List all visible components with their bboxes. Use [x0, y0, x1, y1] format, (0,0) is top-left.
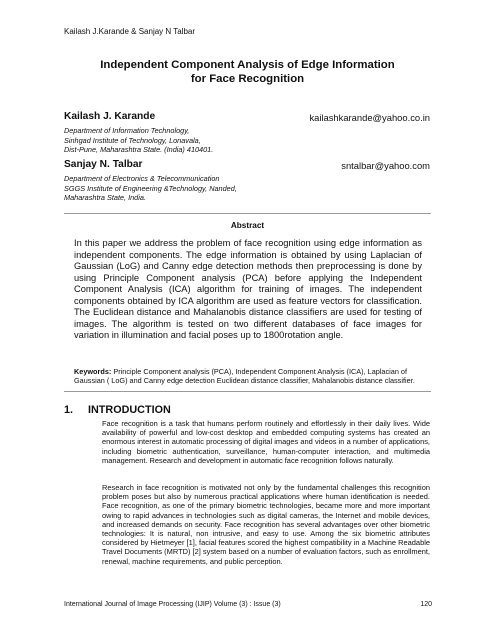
section-number: 1. [64, 404, 74, 416]
affiliation-line: SGGS Institute of Engineering &Technology, Nanded, [64, 183, 237, 193]
divider-top [64, 213, 431, 214]
divider-bottom [64, 391, 431, 392]
page-number: 120 [420, 601, 432, 608]
author-1-name: Kailash J. Karande [64, 111, 156, 122]
body-paragraph-2: Research in face recognition is motivated not only by the fundamental challenges this recognition problem poses but also by numerous practical applications where human identification is needed. Face recognition, as one of the primary biometric technologies, became more and more important owing to rapid advances in technologies such as digital cameras, the Internet and mobile devices, and increased demands on security. Face recognition has several advantages over other biometric technologies: It is natural, non intrusive, and easy to use. Among the six biometric attributes considered by Hietmeyer [1], facial features scored the highest compatibility in a Machine Readable Travel Documents (MRTD) [2] system based on a number of evaluation factors, such as enrollment, renewal, machine requirements, and public perception. [102, 483, 430, 566]
section-title: INTRODUCTION [88, 404, 171, 416]
title-line-2: for Face Recognition [190, 73, 305, 85]
affiliation-line: Maharashtra State, India. [64, 193, 146, 203]
author-2-affiliation [64, 174, 237, 203]
keywords [74, 367, 429, 385]
body-paragraph-1: Face recognition is a task that humans perform routinely and effortlessly in their daily lives. Wide availability of powerful and low-cost desktop and embedded computing systems has created an enormous interest in automatic processing of digital images and videos in a number of applications, including biometric authentication, surveillance, human-computer interaction, and multimedia management. Research and development in automatic face recognition follows naturally. [102, 419, 430, 465]
section-heading [64, 404, 171, 416]
abstract-heading: Abstract [230, 221, 265, 230]
affiliation-line: Department of Electronics & Telecommunication [64, 174, 220, 183]
keywords-label: Keywords: [74, 367, 112, 376]
page-footer: International Journal of Image Processing (IJIP) Volume (3) : Issue (3) [64, 601, 281, 608]
author-2-email: sntalbar@yahoo.com [341, 160, 430, 171]
affiliation-line: Sinhgad Institute of Technology, Lonavala, [64, 135, 201, 145]
affiliation-line: Department of Information Technology, [64, 126, 190, 135]
paper-title [70, 58, 425, 86]
keywords-text: Principle Component analysis (PCA), Independent Component Analysis (ICA), Laplacian of Gaussian ( LoG) and Canny edge detection Euclidean distance classifier, Mahalanobis distance classifier. [74, 367, 415, 386]
abstract-text: In this paper we address the problem of face recognition using edge information as independent components. The edge information is obtained by using Laplacian of Gaussian (LoG) and Canny edge detection methods then preprocessing is done by using Principle Component analysis (PCA) before applying the Independent Component Analysis (ICA) algorithm for training of images. The independent components obtained by ICA algorithm are used as feature vectors for classification. The Euclidean distance and Mahalanobis distance classifiers are used for testing of images. The algorithm is tested on two different databases of face images for variation in illumination and facial poses up to 1800rotation angle. [74, 238, 422, 340]
author-2-name: Sanjay N. Talbar [64, 159, 143, 170]
affiliation-line: Dist-Pune, Maharashtra State. (India) 410401. [64, 145, 214, 155]
author-1-affiliation [64, 126, 213, 155]
author-1-email: kailashkarande@yahoo.co.in [309, 112, 430, 123]
running-head: Kailash J.Karande & Sanjay N Talbar [64, 27, 196, 36]
title-line-1: Independent Component Analysis of Edge Information [100, 59, 395, 71]
